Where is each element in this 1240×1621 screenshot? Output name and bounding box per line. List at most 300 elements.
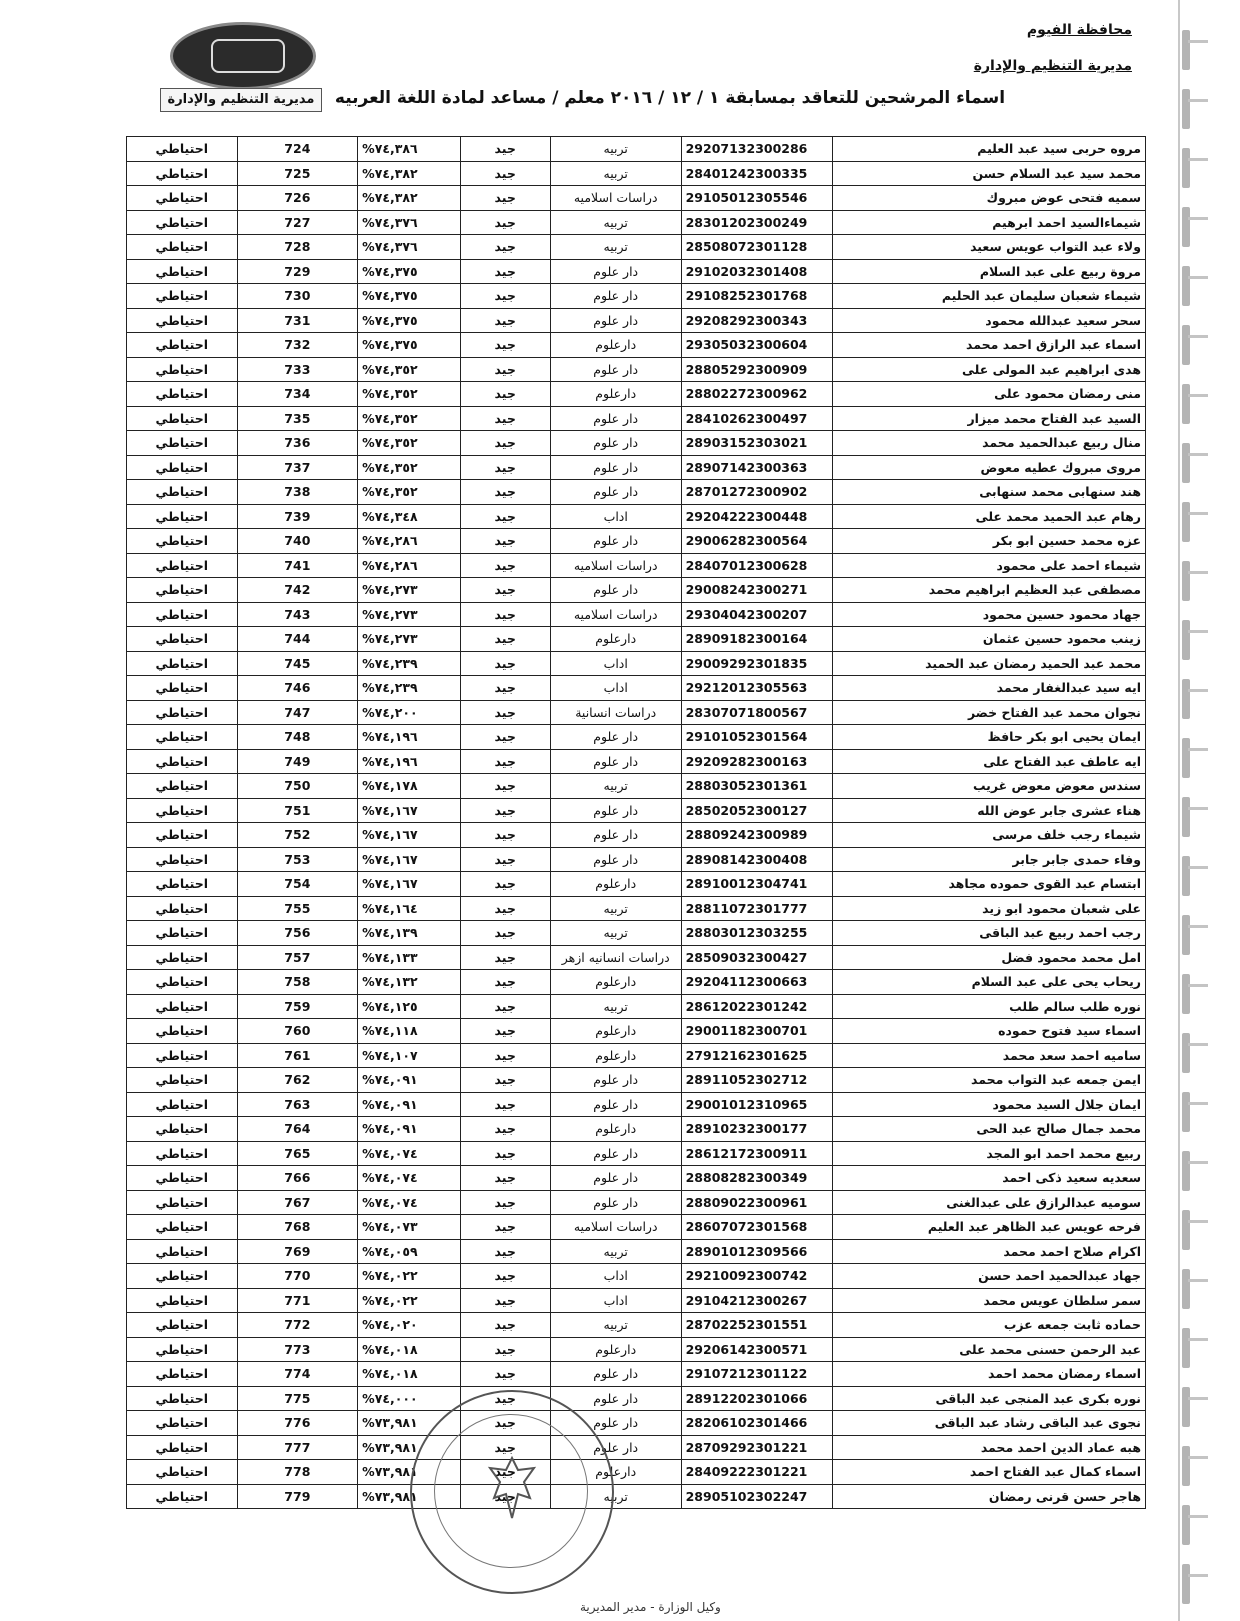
qualification-cell: دارعلوم [550,627,681,652]
candidate-name-cell: ساميه احمد سعد محمد [832,1043,1145,1068]
rank-cell: 751 [237,798,358,823]
percentage-cell: %٧٤,١٦٤ [358,896,460,921]
table-row [127,1141,1146,1166]
rank-cell: 726 [237,186,358,211]
rank-cell: 731 [237,308,358,333]
candidate-name-cell: مروه حربى سيد عبد العليم [832,137,1145,162]
status-cell: احتياطي [127,1043,238,1068]
table-row [127,1043,1146,1068]
national-id-cell: 28407012300628 [681,553,832,578]
status-cell: احتياطي [127,186,238,211]
status-cell: احتياطي [127,627,238,652]
grade-cell: جيد [460,823,550,848]
percentage-cell: %٧٣,٩٨١ [358,1435,460,1460]
percentage-cell: %٧٤,٠٢٠ [358,1313,460,1338]
qualification-cell: دار علوم [550,1141,681,1166]
rank-cell: 743 [237,602,358,627]
rank-cell: 724 [237,137,358,162]
candidate-name-cell: زينب محمود حسين عثمان [832,627,1145,652]
percentage-cell: %٧٣,٩٨١ [358,1484,460,1509]
candidate-name-cell: ابتسام عبد القوى حموده مجاهد [832,872,1145,897]
candidate-name-cell: ريحاب يحى على عبد السلام [832,970,1145,995]
table-row [127,1460,1146,1485]
status-cell: احتياطي [127,431,238,456]
candidate-name-cell: فرحه عويس عبد الظاهر عبد العليم [832,1215,1145,1240]
binder-hole [1170,679,1210,719]
percentage-cell: %٧٤,٣٥٢ [358,406,460,431]
status-cell: احتياطي [127,284,238,309]
qualification-cell: اداب [550,651,681,676]
rank-cell: 734 [237,382,358,407]
rank-cell: 728 [237,235,358,260]
grade-cell: جيد [460,161,550,186]
binder-margin [1170,0,1240,1621]
binder-hole [1170,915,1210,955]
rank-cell: 753 [237,847,358,872]
percentage-cell: %٧٤,٣٤٨ [358,504,460,529]
candidate-name-cell: اسماء كمال عبد الفتاح احمد [832,1460,1145,1485]
rank-cell: 742 [237,578,358,603]
rank-cell: 767 [237,1190,358,1215]
grade-cell: جيد [460,186,550,211]
binder-hole [1170,1505,1210,1545]
qualification-cell: دارعلوم [550,970,681,995]
rank-cell: 747 [237,700,358,725]
status-cell: احتياطي [127,480,238,505]
grade-cell: جيد [460,651,550,676]
table-row [127,1239,1146,1264]
table-row [127,1215,1146,1240]
rank-cell: 760 [237,1019,358,1044]
table-row [127,504,1146,529]
candidate-name-cell: ايه عاطف عبد الفتاح على [832,749,1145,774]
status-cell: احتياطي [127,1166,238,1191]
table-row [127,872,1146,897]
national-id-cell: 28910012304741 [681,872,832,897]
percentage-cell: %٧٤,٣٧٦ [358,210,460,235]
candidate-name-cell: محمد عبد الحميد رمضان عبد الحميد [832,651,1145,676]
qualification-cell: اداب [550,1288,681,1313]
percentage-cell: %٧٤,٢٣٩ [358,651,460,676]
percentage-cell: %٧٤,٢٨٦ [358,553,460,578]
rank-cell: 762 [237,1068,358,1093]
qualification-cell: دراسات اسلاميه [550,602,681,627]
grade-cell: جيد [460,1337,550,1362]
grade-cell: جيد [460,1068,550,1093]
binder-hole [1170,1210,1210,1250]
national-id-cell: 29204112300663 [681,970,832,995]
governorate-label: محافظة الفيوم [1026,22,1132,38]
national-id-cell: 28803012303255 [681,921,832,946]
grade-cell: جيد [460,1435,550,1460]
grade-cell: جيد [460,504,550,529]
candidate-name-cell: اسماء رمضان محمد احمد [832,1362,1145,1387]
candidate-name-cell: شيماء احمد على محمود [832,553,1145,578]
percentage-cell: %٧٤,٣٧٥ [358,259,460,284]
percentage-cell: %٧٤,٣٥٢ [358,480,460,505]
grade-cell: جيد [460,774,550,799]
table-row [127,1362,1146,1387]
grade-cell: جيد [460,431,550,456]
status-cell: احتياطي [127,1264,238,1289]
table-row [127,1068,1146,1093]
candidate-name-cell: جهاد عبدالحميد احمد حسن [832,1264,1145,1289]
table-row [127,186,1146,211]
rank-cell: 735 [237,406,358,431]
grade-cell: جيد [460,357,550,382]
table-row [127,651,1146,676]
candidate-name-cell: مصطفى عبد العظيم ابراهيم محمد [832,578,1145,603]
national-id-cell: 28809242300989 [681,823,832,848]
rank-cell: 737 [237,455,358,480]
percentage-cell: %٧٤,٢٣٩ [358,676,460,701]
national-id-cell: 28508072301128 [681,235,832,260]
grade-cell: جيد [460,994,550,1019]
status-cell: احتياطي [127,798,238,823]
status-cell: احتياطي [127,210,238,235]
table-row [127,1411,1146,1436]
national-id-cell: 28907142300363 [681,455,832,480]
status-cell: احتياطي [127,1288,238,1313]
candidate-name-cell: رجب احمد ربيع عبد الباقى [832,921,1145,946]
status-cell: احتياطي [127,774,238,799]
binder-hole [1170,620,1210,660]
candidate-name-cell: هبه عماد الدين احمد محمد [832,1435,1145,1460]
grade-cell: جيد [460,333,550,358]
status-cell: احتياطي [127,921,238,946]
status-cell: احتياطي [127,308,238,333]
qualification-cell: دار علوم [550,357,681,382]
qualification-cell: اداب [550,1264,681,1289]
table-row [127,1190,1146,1215]
candidate-name-cell: هند سنهابى محمد سنهابى [832,480,1145,505]
national-id-cell: 28206102301466 [681,1411,832,1436]
rank-cell: 769 [237,1239,358,1264]
percentage-cell: %٧٤,٠٧٤ [358,1190,460,1215]
qualification-cell: دارعلوم [550,1019,681,1044]
qualification-cell: دراسات اسلاميه [550,1215,681,1240]
national-id-cell: 28912202301066 [681,1386,832,1411]
percentage-cell: %٧٤,٣٧٥ [358,284,460,309]
national-id-cell: 28910232300177 [681,1117,832,1142]
national-id-cell: 28805292300909 [681,357,832,382]
candidate-name-cell: ايمن جمعه عبد التواب محمد [832,1068,1145,1093]
qualification-cell: دار علوم [550,1386,681,1411]
grade-cell: جيد [460,1264,550,1289]
grade-cell: جيد [460,1092,550,1117]
rank-cell: 754 [237,872,358,897]
table-row [127,627,1146,652]
qualification-cell: دار علوم [550,578,681,603]
binder-hole [1170,1564,1210,1604]
qualification-cell: دار علوم [550,406,681,431]
national-id-cell: 28908142300408 [681,847,832,872]
grade-cell: جيد [460,970,550,995]
qualification-cell: دار علوم [550,1362,681,1387]
status-cell: احتياطي [127,725,238,750]
status-cell: احتياطي [127,357,238,382]
table-row [127,1166,1146,1191]
percentage-cell: %٧٤,٣٨٦ [358,137,460,162]
rank-cell: 748 [237,725,358,750]
national-id-cell: 29105012305546 [681,186,832,211]
percentage-cell: %٧٤,٣٥٢ [358,357,460,382]
qualification-cell: تربيه [550,1313,681,1338]
rank-cell: 766 [237,1166,358,1191]
percentage-cell: %٧٤,٣٥٢ [358,382,460,407]
candidate-name-cell: على شعبان محمود ابو زيد [832,896,1145,921]
rank-cell: 770 [237,1264,358,1289]
table-row [127,774,1146,799]
rank-cell: 773 [237,1337,358,1362]
rank-cell: 733 [237,357,358,382]
national-id-cell: 28905102302247 [681,1484,832,1509]
national-id-cell: 29102032301408 [681,259,832,284]
qualification-cell: اداب [550,504,681,529]
binder-hole [1170,1387,1210,1427]
national-id-cell: 28701272300902 [681,480,832,505]
rank-cell: 777 [237,1435,358,1460]
qualification-cell: دارعلوم [550,1043,681,1068]
grade-cell: جيد [460,945,550,970]
status-cell: احتياطي [127,1068,238,1093]
status-cell: احتياطي [127,1117,238,1142]
candidate-name-cell: نوره بكرى عبد المنجى عبد الباقى [832,1386,1145,1411]
table-row [127,798,1146,823]
national-id-cell: 28607072301568 [681,1215,832,1240]
page-title: اسماء المرشحين للتعاقد بمسابقة ١ / ١٢ / ٢٠١٦ معلم / مساعد لمادة اللغة العربيه [334,88,1006,108]
status-cell: احتياطي [127,235,238,260]
national-id-cell: 28702252301551 [681,1313,832,1338]
status-cell: احتياطي [127,137,238,162]
grade-cell: جيد [460,627,550,652]
table-row [127,1019,1146,1044]
percentage-cell: %٧٤,١٩٦ [358,725,460,750]
rank-cell: 776 [237,1411,358,1436]
percentage-cell: %٧٤,٢٠٠ [358,700,460,725]
status-cell: احتياطي [127,1239,238,1264]
grade-cell: جيد [460,210,550,235]
qualification-cell: دار علوم [550,1068,681,1093]
rank-cell: 763 [237,1092,358,1117]
rank-cell: 738 [237,480,358,505]
national-id-cell: 29207132300286 [681,137,832,162]
table-row [127,529,1146,554]
table-row [127,333,1146,358]
national-id-cell: 29208292300343 [681,308,832,333]
qualification-cell: دار علوم [550,725,681,750]
qualification-cell: دار علوم [550,1092,681,1117]
national-id-cell: 28502052300127 [681,798,832,823]
candidate-name-cell: حماده ثابت جمعه عزب [832,1313,1145,1338]
status-cell: احتياطي [127,700,238,725]
official-seal [410,1390,614,1594]
percentage-cell: %٧٤,٠١٨ [358,1337,460,1362]
qualification-cell: تربيه [550,137,681,162]
candidate-name-cell: نجوى عبد الباقى رشاد عبد الباقى [832,1411,1145,1436]
rank-cell: 741 [237,553,358,578]
qualification-cell: دار علوم [550,480,681,505]
national-id-cell: 28612172300911 [681,1141,832,1166]
national-id-cell: 29305032300604 [681,333,832,358]
binder-hole [1170,148,1210,188]
grade-cell: جيد [460,455,550,480]
grade-cell: جيد [460,725,550,750]
grade-cell: جيد [460,553,550,578]
binder-hole [1170,856,1210,896]
percentage-cell: %٧٤,٠٢٢ [358,1288,460,1313]
status-cell: احتياطي [127,1190,238,1215]
percentage-cell: %٧٤,١٦٧ [358,798,460,823]
grade-cell: جيد [460,406,550,431]
status-cell: احتياطي [127,504,238,529]
table-row [127,1386,1146,1411]
status-cell: احتياطي [127,676,238,701]
national-id-cell: 29212012305563 [681,676,832,701]
directorate-label: مديرية التنظيم والإدارة [973,58,1132,74]
candidate-name-cell: هاجر حسن قرنى رمضان [832,1484,1145,1509]
binder-hole [1170,1446,1210,1486]
signature-line: وكيل الوزارة - مدير المديرية [580,1600,721,1614]
status-cell: احتياطي [127,1215,238,1240]
grade-cell: جيد [460,137,550,162]
status-cell: احتياطي [127,1337,238,1362]
grade-cell: جيد [460,1043,550,1068]
binder-hole [1170,974,1210,1014]
qualification-cell: دراسات اسلاميه [550,553,681,578]
national-id-cell: 28802272300962 [681,382,832,407]
table-row [127,1337,1146,1362]
percentage-cell: %٧٤,٠٩١ [358,1068,460,1093]
status-cell: احتياطي [127,553,238,578]
grade-cell: جيد [460,872,550,897]
qualification-cell: دراسات اسلاميه [550,186,681,211]
percentage-cell: %٧٤,٣٨٢ [358,161,460,186]
candidate-name-cell: سوميه عبدالرازق على عبدالغنى [832,1190,1145,1215]
grade-cell: جيد [460,896,550,921]
grade-cell: جيد [460,921,550,946]
grade-cell: جيد [460,1141,550,1166]
rank-cell: 756 [237,921,358,946]
rank-cell: 745 [237,651,358,676]
candidate-name-cell: سحر سعيد عبدالله محمود [832,308,1145,333]
rank-cell: 746 [237,676,358,701]
percentage-cell: %٧٤,٠٥٩ [358,1239,460,1264]
percentage-cell: %٧٤,٣٨٢ [358,186,460,211]
rank-cell: 774 [237,1362,358,1387]
percentage-cell: %٧٤,٣٥٢ [358,455,460,480]
qualification-cell: دار علوم [550,259,681,284]
rank-cell: 739 [237,504,358,529]
national-id-cell: 29107212301122 [681,1362,832,1387]
logo-emblem-icon [170,22,316,90]
national-id-cell: 28301202300249 [681,210,832,235]
status-cell: احتياطي [127,1092,238,1117]
grade-cell: جيد [460,847,550,872]
national-id-cell: 28509032300427 [681,945,832,970]
percentage-cell: %٧٤,٣٧٥ [358,308,460,333]
binder-hole [1170,738,1210,778]
rank-cell: 758 [237,970,358,995]
national-id-cell: 29001182300701 [681,1019,832,1044]
rank-cell: 764 [237,1117,358,1142]
table-row [127,847,1146,872]
qualification-cell: دراسات انسانية [550,700,681,725]
table-row [127,210,1146,235]
table-row [127,161,1146,186]
qualification-cell: دار علوم [550,823,681,848]
grade-cell: جيد [460,382,550,407]
candidate-name-cell: هناء عشرى جابر عوض الله [832,798,1145,823]
national-id-cell: 28709292301221 [681,1435,832,1460]
national-id-cell: 27912162301625 [681,1043,832,1068]
national-id-cell: 28901012309566 [681,1239,832,1264]
rank-cell: 750 [237,774,358,799]
logo-caption: مديرية التنظيم والإدارة [160,88,322,112]
status-cell: احتياطي [127,1019,238,1044]
binder-hole [1170,89,1210,129]
table-row [127,1264,1146,1289]
qualification-cell: تربيه [550,1239,681,1264]
grade-cell: جيد [460,284,550,309]
candidate-name-cell: سعديه سعيد ذكى احمد [832,1166,1145,1191]
percentage-cell: %٧٤,١٦٧ [358,872,460,897]
national-id-cell: 28903152303021 [681,431,832,456]
national-id-cell: 29210092300742 [681,1264,832,1289]
grade-cell: جيد [460,1117,550,1142]
percentage-cell: %٧٤,٢٧٣ [358,578,460,603]
rank-cell: 744 [237,627,358,652]
status-cell: احتياطي [127,161,238,186]
grade-cell: جيد [460,1215,550,1240]
rank-cell: 757 [237,945,358,970]
binder-hole [1170,1033,1210,1073]
percentage-cell: %٧٤,١١٨ [358,1019,460,1044]
grade-cell: جيد [460,1019,550,1044]
grade-cell: جيد [460,1460,550,1485]
qualification-cell: دراسات انسانيه ازهر [550,945,681,970]
table-row [127,284,1146,309]
grade-cell: جيد [460,235,550,260]
rank-cell: 765 [237,1141,358,1166]
candidate-name-cell: مروى مبروك عطيه معوض [832,455,1145,480]
rank-cell: 779 [237,1484,358,1509]
rank-cell: 727 [237,210,358,235]
grade-cell: جيد [460,480,550,505]
rank-cell: 761 [237,1043,358,1068]
table-row [127,431,1146,456]
status-cell: احتياطي [127,651,238,676]
qualification-cell: تربيه [550,994,681,1019]
rank-cell: 771 [237,1288,358,1313]
candidate-name-cell: محمد جمال صالح عبد الحى [832,1117,1145,1142]
table-row [127,749,1146,774]
binder-hole [1170,384,1210,424]
percentage-cell: %٧٤,٠٧٤ [358,1166,460,1191]
status-cell: احتياطي [127,1435,238,1460]
national-id-cell: 28809022300961 [681,1190,832,1215]
table-row [127,602,1146,627]
national-id-cell: 29204222300448 [681,504,832,529]
status-cell: احتياطي [127,1484,238,1509]
binder-hole [1170,30,1210,70]
national-id-cell: 28803052301361 [681,774,832,799]
table-row [127,700,1146,725]
national-id-cell: 29009292301835 [681,651,832,676]
binder-hole [1170,207,1210,247]
table-row [127,1288,1146,1313]
percentage-cell: %٧٤,١٢٥ [358,994,460,1019]
